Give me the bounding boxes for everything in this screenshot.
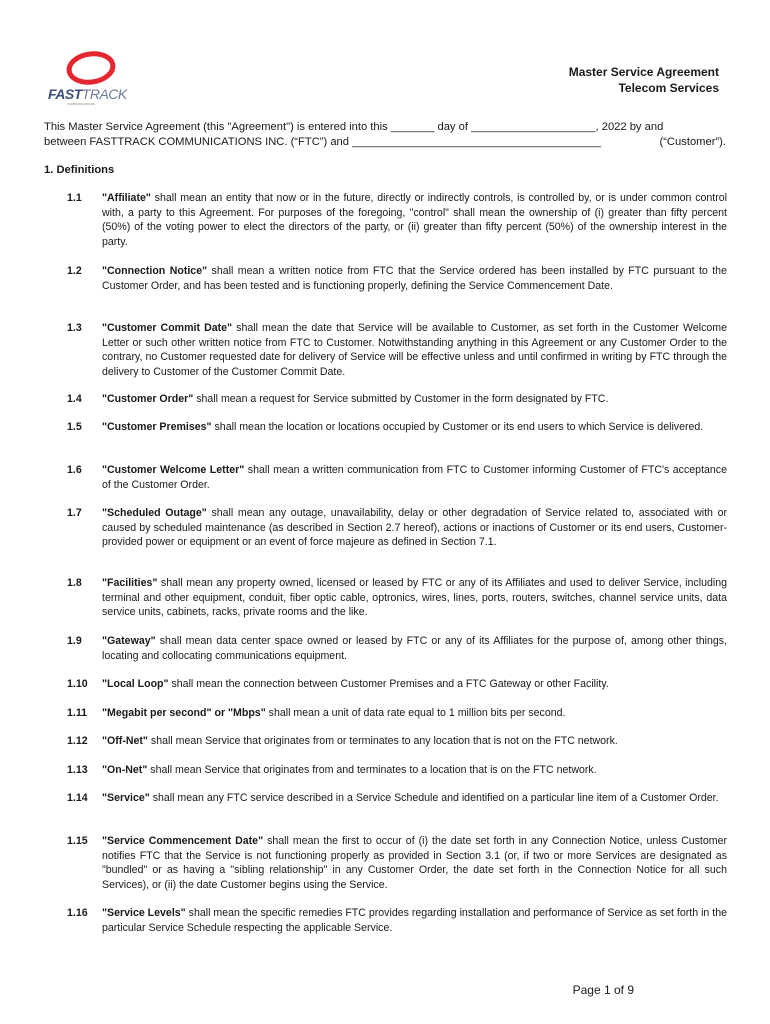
definition-item (67, 264, 727, 293)
definition-number: 1.1 (67, 192, 82, 204)
definition-item (67, 634, 727, 663)
definition-item (67, 321, 727, 379)
definition-text: shall mean the date that Service will be available to Customer, as set forth in the Customer Welcome Letter or such other written notice from FTC to Customer. Notwithstanding anything in this Agreement or any Customer Order to the contrary, no Customer requested date for delivery of Service will be effective unless and until confirmed in writing by FTC through the delivery to Customer of the Customer Commit Date. (102, 322, 727, 378)
definition-term: "Customer Order" (102, 393, 194, 405)
definition-term: "On-Net" (102, 764, 148, 776)
title-line-1: Master Service Agreement (568, 65, 719, 79)
definition-number: 1.5 (67, 421, 82, 433)
logo-wordmark (48, 86, 127, 102)
title-line-2: Telecom Services (618, 81, 719, 95)
definition-number: 1.9 (67, 635, 82, 647)
intro-line-1: This Master Service Agreement (this "Agreement") is entered into this _______ day of ____________________, 2022 by and (44, 121, 664, 133)
definition-term: "Service Commencement Date" (102, 835, 264, 847)
definition-text: shall mean any outage, unavailability, delay or other degradation of Service related to, associated with or caused by scheduled maintenance (as described in Section 2.7 hereof), actions or inactions of Customer or its end users, Customer-provided power or equipment or an event of force majeure as defined in Section 7.1. (102, 507, 727, 549)
definition-number: 1.13 (67, 764, 88, 776)
definition-term: "Scheduled Outage" (102, 507, 207, 519)
definition-text: shall mean a unit of data rate equal to 1 million bits per second. (265, 707, 566, 719)
definition-text: shall mean an entity that now or in the future, directly or indirectly controls, is controlled by, or is under common control with, a party to this Agreement. For purposes of the foregoing, "control" shall mean the ownership of (i) greater than fifty percent (50%) of the voting power to elect the directors of the party, or (ii) greater than fifty percent (50%) of the ownership interest in the party. (102, 192, 727, 248)
document-title (569, 64, 719, 96)
definition-text: shall mean a request for Service submitted by Customer in the form designated by FTC. (193, 393, 609, 405)
definition-item (67, 463, 727, 492)
definition-item (67, 834, 727, 892)
definition-item (67, 576, 727, 620)
section-heading: 1. Definitions (44, 164, 115, 176)
definition-number: 1.3 (67, 322, 82, 334)
definition-term: "Customer Commit Date" (102, 322, 233, 334)
company-logo (45, 44, 135, 104)
logo-tagline: COMMUNICATIONS (67, 102, 95, 106)
logo-swoosh-icon (65, 49, 117, 87)
intro-line-2-end: (“Customer”). (659, 136, 726, 148)
definition-text: shall mean any property owned, licensed or leased by FTC or any of its Affiliates and used to deliver Service, including terminal and other equipment, conduit, fiber optic cable, optronics, wires, lines, ports, routers, switches, channel service units, data service units, cabinets, racks, private rooms and the like. (102, 577, 727, 619)
definition-text: shall mean the connection between Customer Premises and a FTC Gateway or other Facility. (168, 678, 609, 690)
definition-text: shall mean Service that originates from and terminates to a location that is on the FTC network. (147, 764, 597, 776)
definition-number: 1.7 (67, 507, 82, 519)
intro-paragraph (44, 120, 726, 150)
definition-text: shall mean the location or locations occupied by Customer or its end users to which Service is delivered. (211, 421, 704, 433)
definition-item (67, 734, 727, 749)
definition-term: "Off-Net" (102, 735, 148, 747)
definition-number: 1.12 (67, 735, 88, 747)
definition-term: "Megabit per second" or "Mbps" (102, 707, 266, 719)
definition-item (67, 506, 727, 550)
definition-item (67, 791, 727, 806)
definition-item (67, 763, 727, 778)
definition-term: "Facilities" (102, 577, 158, 589)
definition-term: "Affiliate" (102, 192, 151, 204)
definition-term: "Local Loop" (102, 678, 169, 690)
definition-number: 1.8 (67, 577, 82, 589)
definition-text: shall mean data center space owned or leased by FTC or any of its Affiliates for the purpose of, among other things, locating and collocating communications equipment. (102, 635, 727, 662)
intro-line-2: between FASTTRACK COMMUNICATIONS INC. (“FTC”) and ________________________________________ (44, 136, 601, 148)
definition-number: 1.11 (67, 707, 88, 719)
definition-term: "Connection Notice" (102, 265, 208, 277)
definition-term: "Service Levels" (102, 907, 186, 919)
definition-term: "Customer Premises" (102, 421, 212, 433)
definition-number: 1.4 (67, 393, 82, 405)
definition-number: 1.14 (67, 792, 88, 804)
definition-number: 1.10 (67, 678, 88, 690)
definition-term: "Gateway" (102, 635, 156, 647)
definition-number: 1.2 (67, 265, 82, 277)
definition-number: 1.15 (67, 835, 88, 847)
definition-term: "Service" (102, 792, 150, 804)
definition-term: "Customer Welcome Letter" (102, 464, 245, 476)
definition-text: shall mean a written communication from FTC to Customer informing Customer of FTC's acceptance of the Customer Order. (102, 464, 727, 491)
definition-text: shall mean the first to occur of (i) the date set forth in any Connection Notice, unless Customer notifies FTC that the Service is not functioning properly as provided in Section 3.1 (or, if two or more Services are designated as "bundled" or as having a "sibling relationship" in any Customer Order, the date set forth in the Connection Notice for all such Services), or (ii) the date Customer begins using the Service. (102, 835, 727, 891)
definition-item (67, 706, 727, 721)
definition-number: 1.16 (67, 907, 88, 919)
definition-item (67, 191, 727, 249)
definition-item (67, 392, 727, 407)
logo-word-track: TRACK (81, 86, 127, 102)
definition-item (67, 677, 727, 692)
definition-text: shall mean a written notice from FTC that the Service ordered has been installed by FTC pursuant to the Customer Order, and has been tested and is functioning properly, defining the Service Commencement Date. (102, 265, 727, 292)
definition-text: shall mean any FTC service described in a Service Schedule and identified on a particular line item of a Customer Order. (149, 792, 719, 804)
definition-item (67, 420, 727, 435)
logo-word-fast: FAST (48, 86, 82, 102)
definition-text: shall mean Service that originates from or terminates to any location that is not on the FTC network. (147, 735, 618, 747)
definition-item (67, 906, 727, 935)
definition-text: shall mean the specific remedies FTC provides regarding installation and performance of Service as set forth in the particular Service Schedule respecting the applicable Service. (102, 907, 727, 934)
page-number: Page 1 of 9 (572, 983, 634, 997)
definition-number: 1.6 (67, 464, 82, 476)
